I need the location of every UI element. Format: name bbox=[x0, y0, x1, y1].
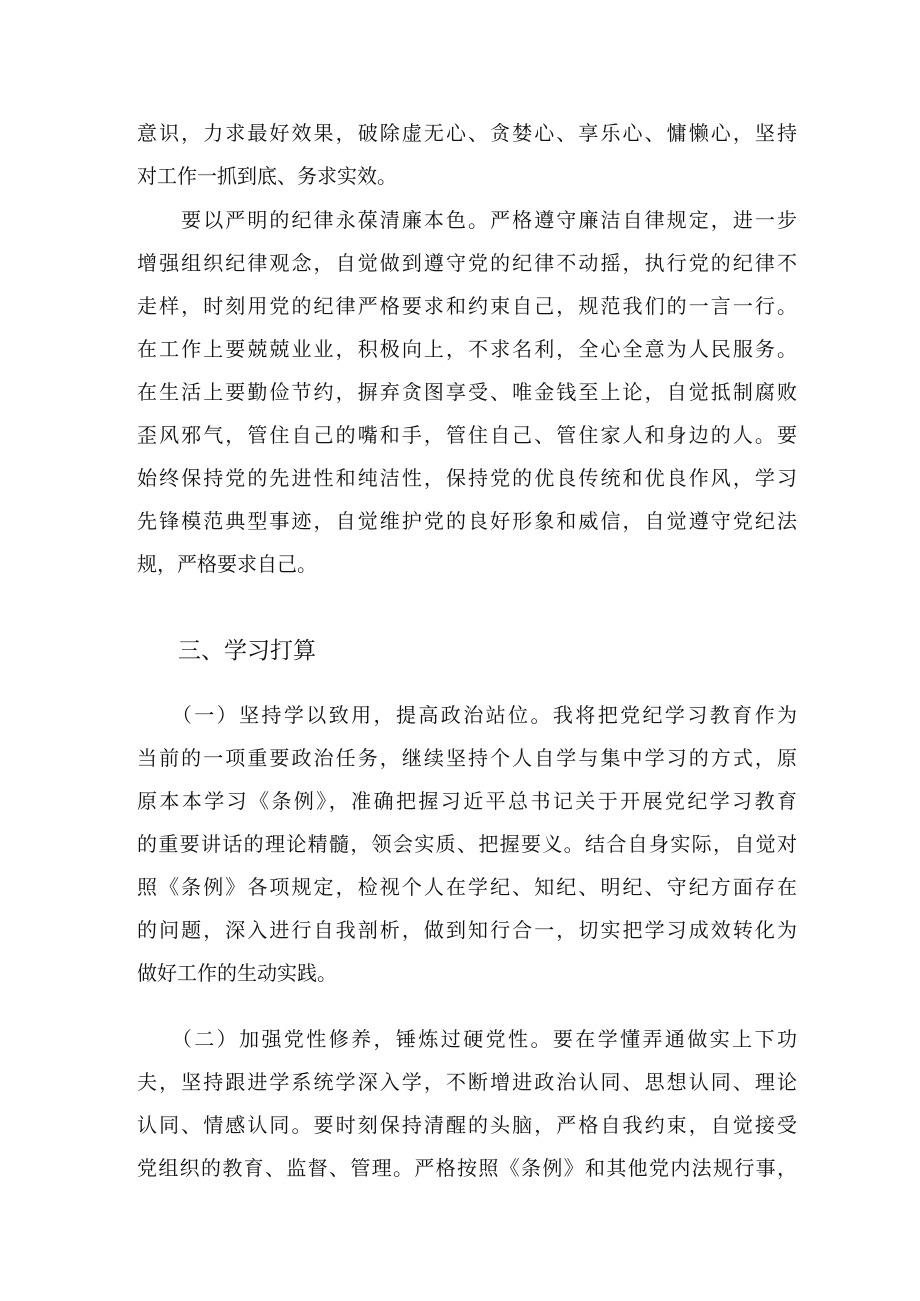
text-line: （一）坚持学以致用，提高政治站位。我将把党纪学习教育作为 bbox=[137, 703, 797, 727]
text-line: 增强组织纪律观念，自觉做到遵守党的纪律不动摇，执行党的纪律不 bbox=[137, 251, 797, 275]
text-line: 做好工作的生动实践。 bbox=[137, 961, 337, 985]
text-line: 走样，时刻用党的纪律严格要求和约束自己，规范我们的一言一行。 bbox=[137, 294, 797, 318]
text-line: 歪风邪气，管住自己的嘴和手，管住自己、管住家人和身边的人。要 bbox=[137, 423, 797, 447]
text-line: 在工作上要兢兢业业，积极向上，不求名利，全心全意为人民服务。 bbox=[137, 337, 797, 361]
section-heading: 三、学习打算 bbox=[178, 638, 316, 664]
text-line: 当前的一项重要政治任务，继续坚持个人自学与集中学习的方式，原 bbox=[137, 746, 797, 770]
text-line: 始终保持党的先进性和纯洁性，保持党的优良传统和优良作风，学习 bbox=[137, 466, 797, 490]
text-line: 要以严明的纪律永葆清廉本色。严格遵守廉洁自律规定，进一步 bbox=[137, 208, 797, 232]
text-line: 照《条例》各项规定，检视个人在学纪、知纪、明纪、守纪方面存在 bbox=[137, 875, 797, 899]
paragraph-1 bbox=[137, 112, 797, 198]
text-line: 的重要讲话的理论精髓，领会实质、把握要义。结合自身实际，自觉对 bbox=[137, 832, 797, 856]
text-line: 规，严格要求自己。 bbox=[137, 552, 317, 576]
text-line: 夫，坚持跟进学系统学深入学，不断增进政治认同、思想认同、理论 bbox=[137, 1070, 797, 1094]
text-line: 认同、情感认同。要时刻保持清醒的头脑，严格自我约束，自觉接受 bbox=[137, 1113, 797, 1137]
text-line: 对工作一抓到底、务求实效。 bbox=[137, 164, 397, 188]
text-line: （二）加强党性修养，锤炼过硬党性。要在学懂弄通做实上下功 bbox=[137, 1027, 797, 1051]
paragraph-3 bbox=[137, 694, 797, 995]
text-line: 原本本学习《条例》，准确把握习近平总书记关于开展党纪学习教育 bbox=[137, 789, 797, 813]
text-line: 先锋模范典型事迹，自觉维护党的良好形象和威信，自觉遵守党纪法 bbox=[137, 509, 797, 533]
paragraph-4 bbox=[137, 1018, 797, 1190]
paragraph-2 bbox=[137, 199, 797, 586]
text-line: 意识，力求最好效果，破除虚无心、贪婪心、享乐心、慵懒心，坚持 bbox=[137, 121, 797, 145]
text-line: 在生活上要勤俭节约，摒弃贪图享受、唯金钱至上论，自觉抵制腐败 bbox=[137, 380, 797, 404]
text-line: 党组织的教育、监督、管理。严格按照《条例》和其他党内法规行事， bbox=[137, 1156, 797, 1180]
text-line: 的问题，深入进行自我剖析，做到知行合一，切实把学习成效转化为 bbox=[137, 918, 797, 942]
